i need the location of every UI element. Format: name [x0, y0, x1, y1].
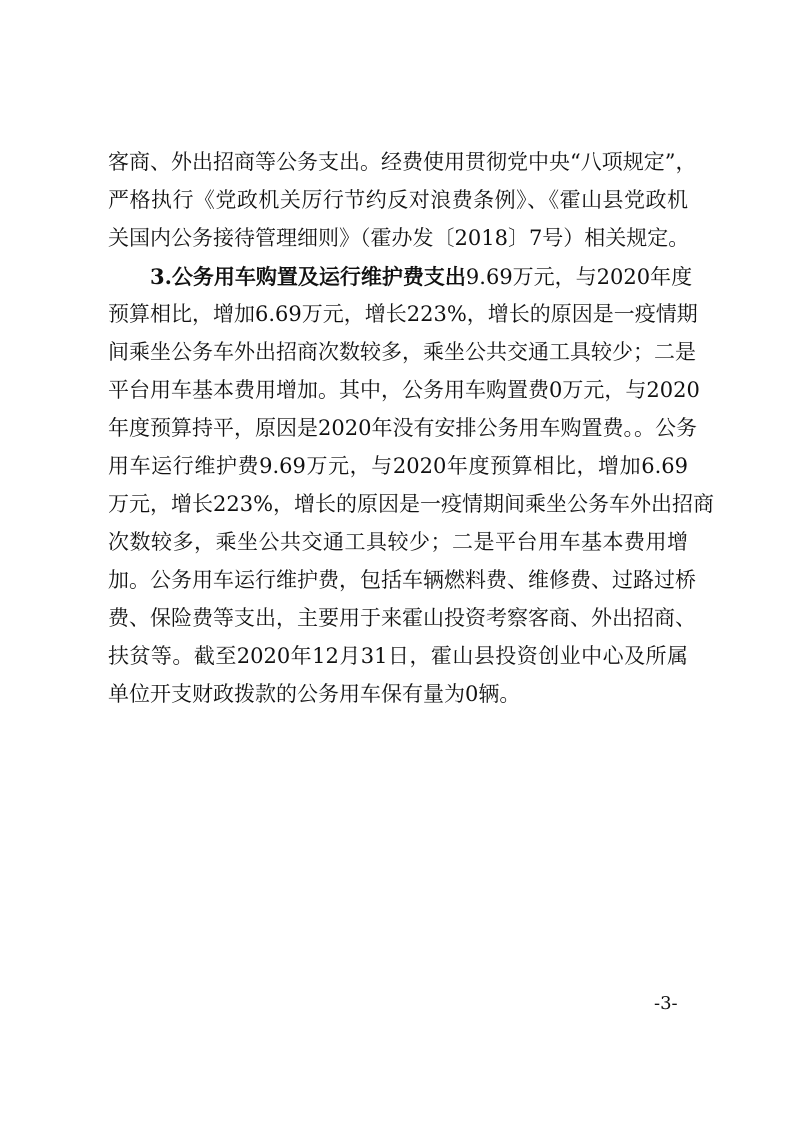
paragraph-line-2: 严格执行《党政机关厉行节约反对浪费条例》、《霍山县党政机 — [108, 188, 688, 212]
paragraph-line-11: 次数较多，乘坐公共交通工具较少；二是平台用车基本费用增 — [108, 530, 688, 554]
paragraph-line-5: 预算相比，增加6.69万元，增长223%，增长的原因是一疫情期 — [108, 302, 698, 326]
paragraph-line-9: 用车运行维护费9.69万元，与2020年度预算相比，增加6.69 — [108, 454, 688, 478]
paragraph-line-8: 年度预算持平，原因是2020年没有安排公务用车购置费。。公务 — [108, 416, 697, 440]
paragraph-line-15: 单位开支财政拨款的公务用车保有量为0辆。 — [108, 682, 521, 706]
section-heading-rest: 9.69万元，与2020年度 — [465, 265, 693, 289]
paragraph-line-14: 扶贫等。截至2020年12月31日，霍山县投资创业中心及所属 — [108, 644, 688, 668]
paragraph-line-6: 间乘坐公务车外出招商次数较多，乘坐公共交通工具较少；二是 — [108, 340, 696, 364]
paragraph-line-7: 平台用车基本费用增加。其中，公务用车购置费0万元，与2020 — [108, 378, 700, 402]
paragraph-line-3: 关国内公务接待管理细则》（霍办发〔2018〕7号）相关规定。 — [108, 226, 690, 250]
paragraph-line-1: 客商、外出招商等公务支出。经费使用贯彻党中央“八项规定”， — [108, 150, 697, 174]
paragraph-line-10: 万元，增长223%，增长的原因是一疫情期间乘坐公务车外出招商 — [108, 492, 715, 516]
paragraph-line-13: 费、保险费等支出，主要用于来霍山投资考察客商、外出招商、 — [108, 606, 696, 630]
section-heading: 3.公务用车购置及运行维护费支出 — [150, 264, 466, 289]
paragraph-line-12: 加。公务用车运行维护费，包括车辆燃料费、维修费、过路过桥 — [108, 568, 696, 592]
section-heading-line — [150, 264, 693, 289]
page-number: -3- — [654, 993, 678, 1014]
